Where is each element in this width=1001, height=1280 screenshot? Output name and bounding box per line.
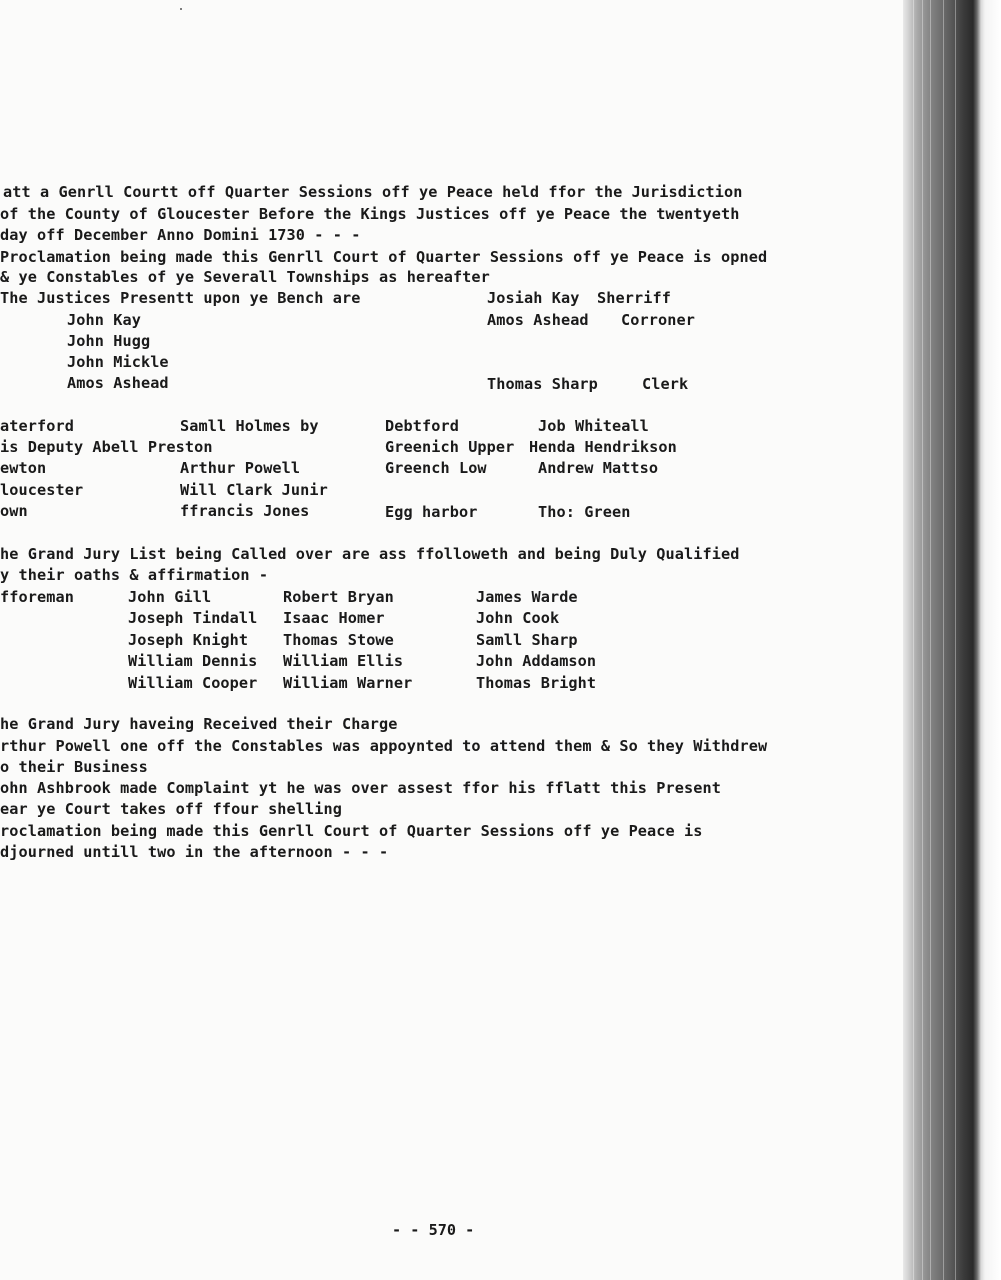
officer-name: Thomas Sharp [487,375,598,393]
township-name: aterford [0,417,74,435]
juror-name: Joseph Knight [128,631,249,649]
ink-speck [180,8,182,10]
foreman-label: fforeman [0,588,74,606]
officer-role: Corroner [621,311,695,329]
juror-name: John Cook [476,609,560,627]
text-line: o their Business [0,758,148,776]
township-name: Greench Low [385,459,487,477]
text-line: he Grand Jury haveing Received their Charge [0,715,398,733]
juror-name: John Gill [128,588,212,606]
justice-name: John Kay [67,311,141,329]
officer-name: Josiah Kay [487,289,580,307]
text-line: y their oaths & affirmation - [0,566,269,584]
text-line: roclamation being made this Genrll Court of Quarter Sessions off ye Peace is [0,822,703,840]
officer-name: Amos Ashead [487,311,589,329]
justice-name: John Mickle [67,353,169,371]
constable-name: Arthur Powell [180,459,301,477]
constable-name: Henda Hendrikson [529,438,677,456]
juror-name: Joseph Tindall [128,609,258,627]
text-line: att a Genrll Courtt off Quarter Sessions off ye Peace held ffor the Jurisdiction [3,183,743,201]
constable-name: Job Whiteall [538,417,649,435]
constable-name: Samll Holmes by [180,417,319,435]
text-line: ear ye Court takes off ffour shelling [0,800,343,818]
township-name: is Deputy Abell Preston [0,438,213,456]
text-line: The Justices Presentt upon ye Bench are [0,289,361,307]
text-line: & ye Constables of ye Severall Townships as hereafter [0,268,490,286]
justice-name: John Hugg [67,332,151,350]
township-name: loucester [0,481,84,499]
constable-name: Will Clark Junir [180,481,328,499]
text-line: rthur Powell one off the Constables was appoynted to attend them & So they Withdrew [0,737,768,755]
juror-name: William Ellis [283,652,404,670]
text-line: of the County of Gloucester Before the Kings Justices off ye Peace the twentyeth [0,205,740,223]
juror-name: Isaac Homer [283,609,385,627]
text-line: djourned untill two in the afternoon - - - [0,843,389,861]
text-line: he Grand Jury List being Called over are ass ffolloweth and being Duly Qualified [0,545,740,563]
juror-name: William Dennis [128,652,258,670]
juror-name: William Warner [283,674,413,692]
juror-name: Samll Sharp [476,631,578,649]
juror-name: Thomas Bright [476,674,597,692]
juror-name: William Cooper [128,674,258,692]
township-name: Greenich Upper [385,438,515,456]
township-name: Debtford [385,417,459,435]
constable-name: ffrancis Jones [180,502,310,520]
page-number: - - 570 - [392,1221,475,1239]
juror-name: James Warde [476,588,578,606]
juror-name: John Addamson [476,652,597,670]
text-line: ohn Ashbrook made Complaint yt he was over assest ffor his fflatt this Present [0,779,722,797]
constable-name: Andrew Mattso [538,459,659,477]
township-name: own [0,502,28,520]
text-line: Proclamation being made this Genrll Court of Quarter Sessions off ye Peace is opned [0,248,768,266]
officer-role: Clerk [642,375,689,393]
officer-role: Sherriff [597,289,671,307]
text-line: day off December Anno Domini 1730 - - - [0,226,361,244]
juror-name: Robert Bryan [283,588,394,606]
constable-name: Tho: Green [538,503,631,521]
justice-name: Amos Ashead [67,374,169,392]
juror-name: Thomas Stowe [283,631,394,649]
township-name: Egg harbor [385,503,478,521]
book-binding-edge [903,0,1001,1280]
township-name: ewton [0,459,47,477]
